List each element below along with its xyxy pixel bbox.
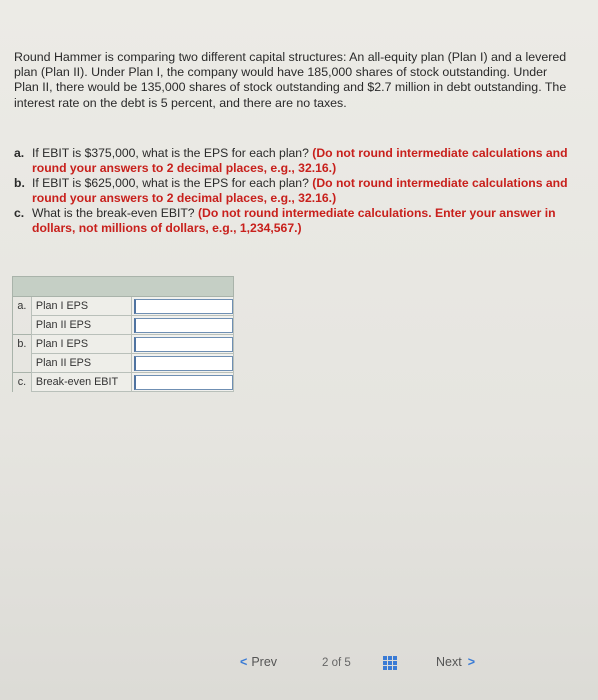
answer-table-header <box>13 277 234 297</box>
answer-input-break-even-ebit[interactable] <box>134 375 233 390</box>
page-of: of <box>331 657 342 669</box>
question-body <box>32 146 584 175</box>
row-label: Plan II EPS <box>31 354 131 373</box>
row-letter: c. <box>13 373 32 392</box>
answer-cell <box>131 354 233 373</box>
question-c <box>14 206 584 235</box>
question-instruction: (Do not round intermediate calculations. Enter your answer in dollars, not millions of dollars, e.g., 1,234,567.) <box>32 206 556 235</box>
question-a <box>14 146 584 175</box>
answer-cell <box>131 335 233 354</box>
prev-label: Prev <box>251 655 278 669</box>
next-button[interactable] <box>436 655 475 669</box>
page-total: 5 <box>344 657 351 669</box>
table-row <box>13 316 234 335</box>
prev-button[interactable] <box>240 655 277 669</box>
answer-input-plan-2-eps-a[interactable] <box>134 318 233 333</box>
question-instruction: (Do not round intermediate calculations and round your answers to 2 decimal places, e.g., 32.16.) <box>32 176 568 205</box>
next-label: Next <box>436 655 462 669</box>
chevron-right-icon: > <box>467 655 476 669</box>
question-instruction: (Do not round intermediate calculations and round your answers to 2 decimal places, e.g., 32.16.) <box>32 146 568 175</box>
row-label: Plan I EPS <box>31 297 131 316</box>
question-text: If EBIT is $625,000, what is the EPS for each plan? <box>32 176 313 191</box>
row-label: Plan II EPS <box>31 316 131 335</box>
answer-input-plan-2-eps-b[interactable] <box>134 356 233 371</box>
answer-cell <box>131 316 233 335</box>
question-body <box>32 206 584 235</box>
question-body <box>32 176 584 205</box>
answer-input-plan-1-eps-a[interactable] <box>134 299 233 314</box>
table-row <box>13 335 234 354</box>
question-letter: a. <box>14 146 25 160</box>
row-label: Plan I EPS <box>31 335 131 354</box>
answer-table <box>12 276 234 392</box>
question-text: What is the break-even EBIT? <box>32 206 198 221</box>
problem-intro: Round Hammer is comparing two different capital structures: An all-equity plan (Plan I) and a levered plan (Plan II). Under Plan I, the company would have 185,000 shares of stock outstanding. Under Plan II, there would be 135,000 shares of stock outstanding and $2.7 million in debt outstanding. The interest rate on the debt is 5 percent, and there are no taxes. <box>14 50 567 110</box>
answer-cell <box>131 373 233 392</box>
table-row <box>13 373 234 392</box>
question-b <box>14 176 584 205</box>
question-letter: b. <box>14 176 25 191</box>
question-navigation <box>240 653 500 675</box>
row-letter <box>13 316 32 335</box>
row-letter: a. <box>13 297 32 316</box>
table-row <box>13 354 234 373</box>
answer-input-plan-1-eps-b[interactable] <box>134 337 233 352</box>
page-indicator <box>322 657 351 669</box>
answer-table-header-cell <box>13 277 234 297</box>
question-list <box>14 146 584 237</box>
chevron-left-icon: < <box>240 655 248 669</box>
question-letter: c. <box>14 206 25 221</box>
table-row <box>13 297 234 316</box>
page-current: 2 <box>322 657 329 669</box>
row-letter: b. <box>13 335 32 354</box>
question-text: If EBIT is $375,000, what is the EPS for each plan? <box>32 146 313 160</box>
row-letter <box>13 354 32 373</box>
row-label: Break-even EBIT <box>31 373 131 392</box>
question-grid-icon[interactable] <box>383 656 397 670</box>
answer-cell <box>131 297 233 316</box>
